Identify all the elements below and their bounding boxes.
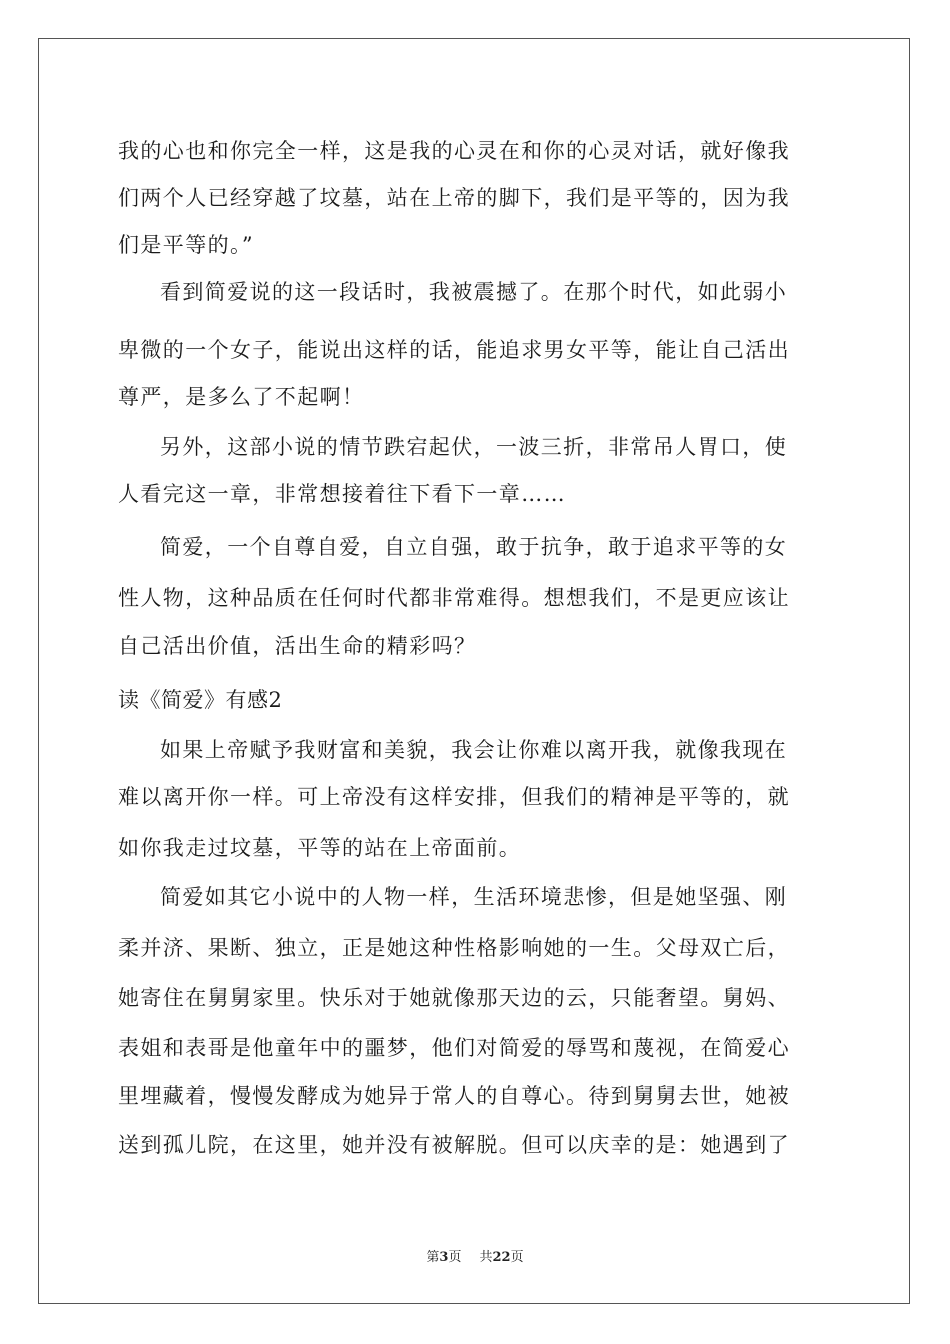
paragraph-first-line: 简爱如其它小说中的人物一样，生活环境悲惨，但是她坚强、刚: [160, 885, 788, 909]
paragraph-first-line: 看到简爱说的这一段话时，我被震撼了。在那个时代，如此弱小: [160, 280, 788, 304]
text-line: 尊严，是多么了不起啊！: [118, 385, 365, 409]
page-footer: [0, 1246, 950, 1265]
text-line: 性人物，这种品质在任何时代都非常难得。想想我们，不是更应该让: [118, 586, 790, 610]
text-line: 柔并济、果断、独立，正是她这种性格影响她的一生。父母双亡后，: [118, 936, 790, 960]
page-unit: 页: [448, 1250, 462, 1265]
text-line: 自己活出价值，活出生命的精彩吗？: [118, 634, 477, 658]
page-border: [38, 38, 910, 1304]
paragraph-first-line: 如果上帝赋予我财富和美貌，我会让你难以离开我，就像我现在: [160, 738, 788, 762]
text-line: 里埋藏着，慢慢发酵成为她异于常人的自尊心。待到舅舅去世，她被: [118, 1084, 790, 1108]
total-pages: 22: [492, 1250, 511, 1265]
paragraph-first-line: 简爱，一个自尊自爱，自立自强，敢于抗争，敢于追求平等的女: [160, 535, 788, 559]
text-line: 卑微的一个女子，能说出这样的话，能追求男女平等，能让自己活出: [118, 338, 790, 362]
total-prefix: 共: [479, 1250, 493, 1265]
page-number: 3: [439, 1250, 449, 1265]
total-unit: 页: [510, 1250, 524, 1265]
page-prefix: 第: [426, 1250, 440, 1265]
text-line: 如你我走过坟墓，平等的站在上帝面前。: [118, 836, 522, 860]
text-line: 难以离开你一样。可上帝没有这样安排，但我们的精神是平等的，就: [118, 785, 790, 809]
text-line: 她寄住在舅舅家里。快乐对于她就像那天边的云，只能奢望。舅妈、: [118, 986, 790, 1010]
paragraph-first-line: 另外，这部小说的情节跌宕起伏，一波三折，非常吊人胃口，使: [160, 435, 788, 459]
text-line: 送到孤儿院，在这里，她并没有被解脱。但可以庆幸的是：她遇到了: [118, 1133, 790, 1157]
text-line: 们是平等的。”: [118, 233, 255, 257]
text-line: 人看完这一章，非常想接着往下看下一章……: [118, 482, 566, 506]
text-line: 表姐和表哥是他童年中的噩梦，他们对简爱的辱骂和蔑视，在简爱心: [118, 1036, 790, 1060]
text-line: 们两个人已经穿越了坟墓，站在上帝的脚下，我们是平等的，因为我: [118, 186, 790, 210]
text-line: 我的心也和你完全一样，这是我的心灵在和你的心灵对话，就好像我: [118, 139, 790, 163]
section-heading: 读《简爱》有感2: [118, 688, 283, 712]
